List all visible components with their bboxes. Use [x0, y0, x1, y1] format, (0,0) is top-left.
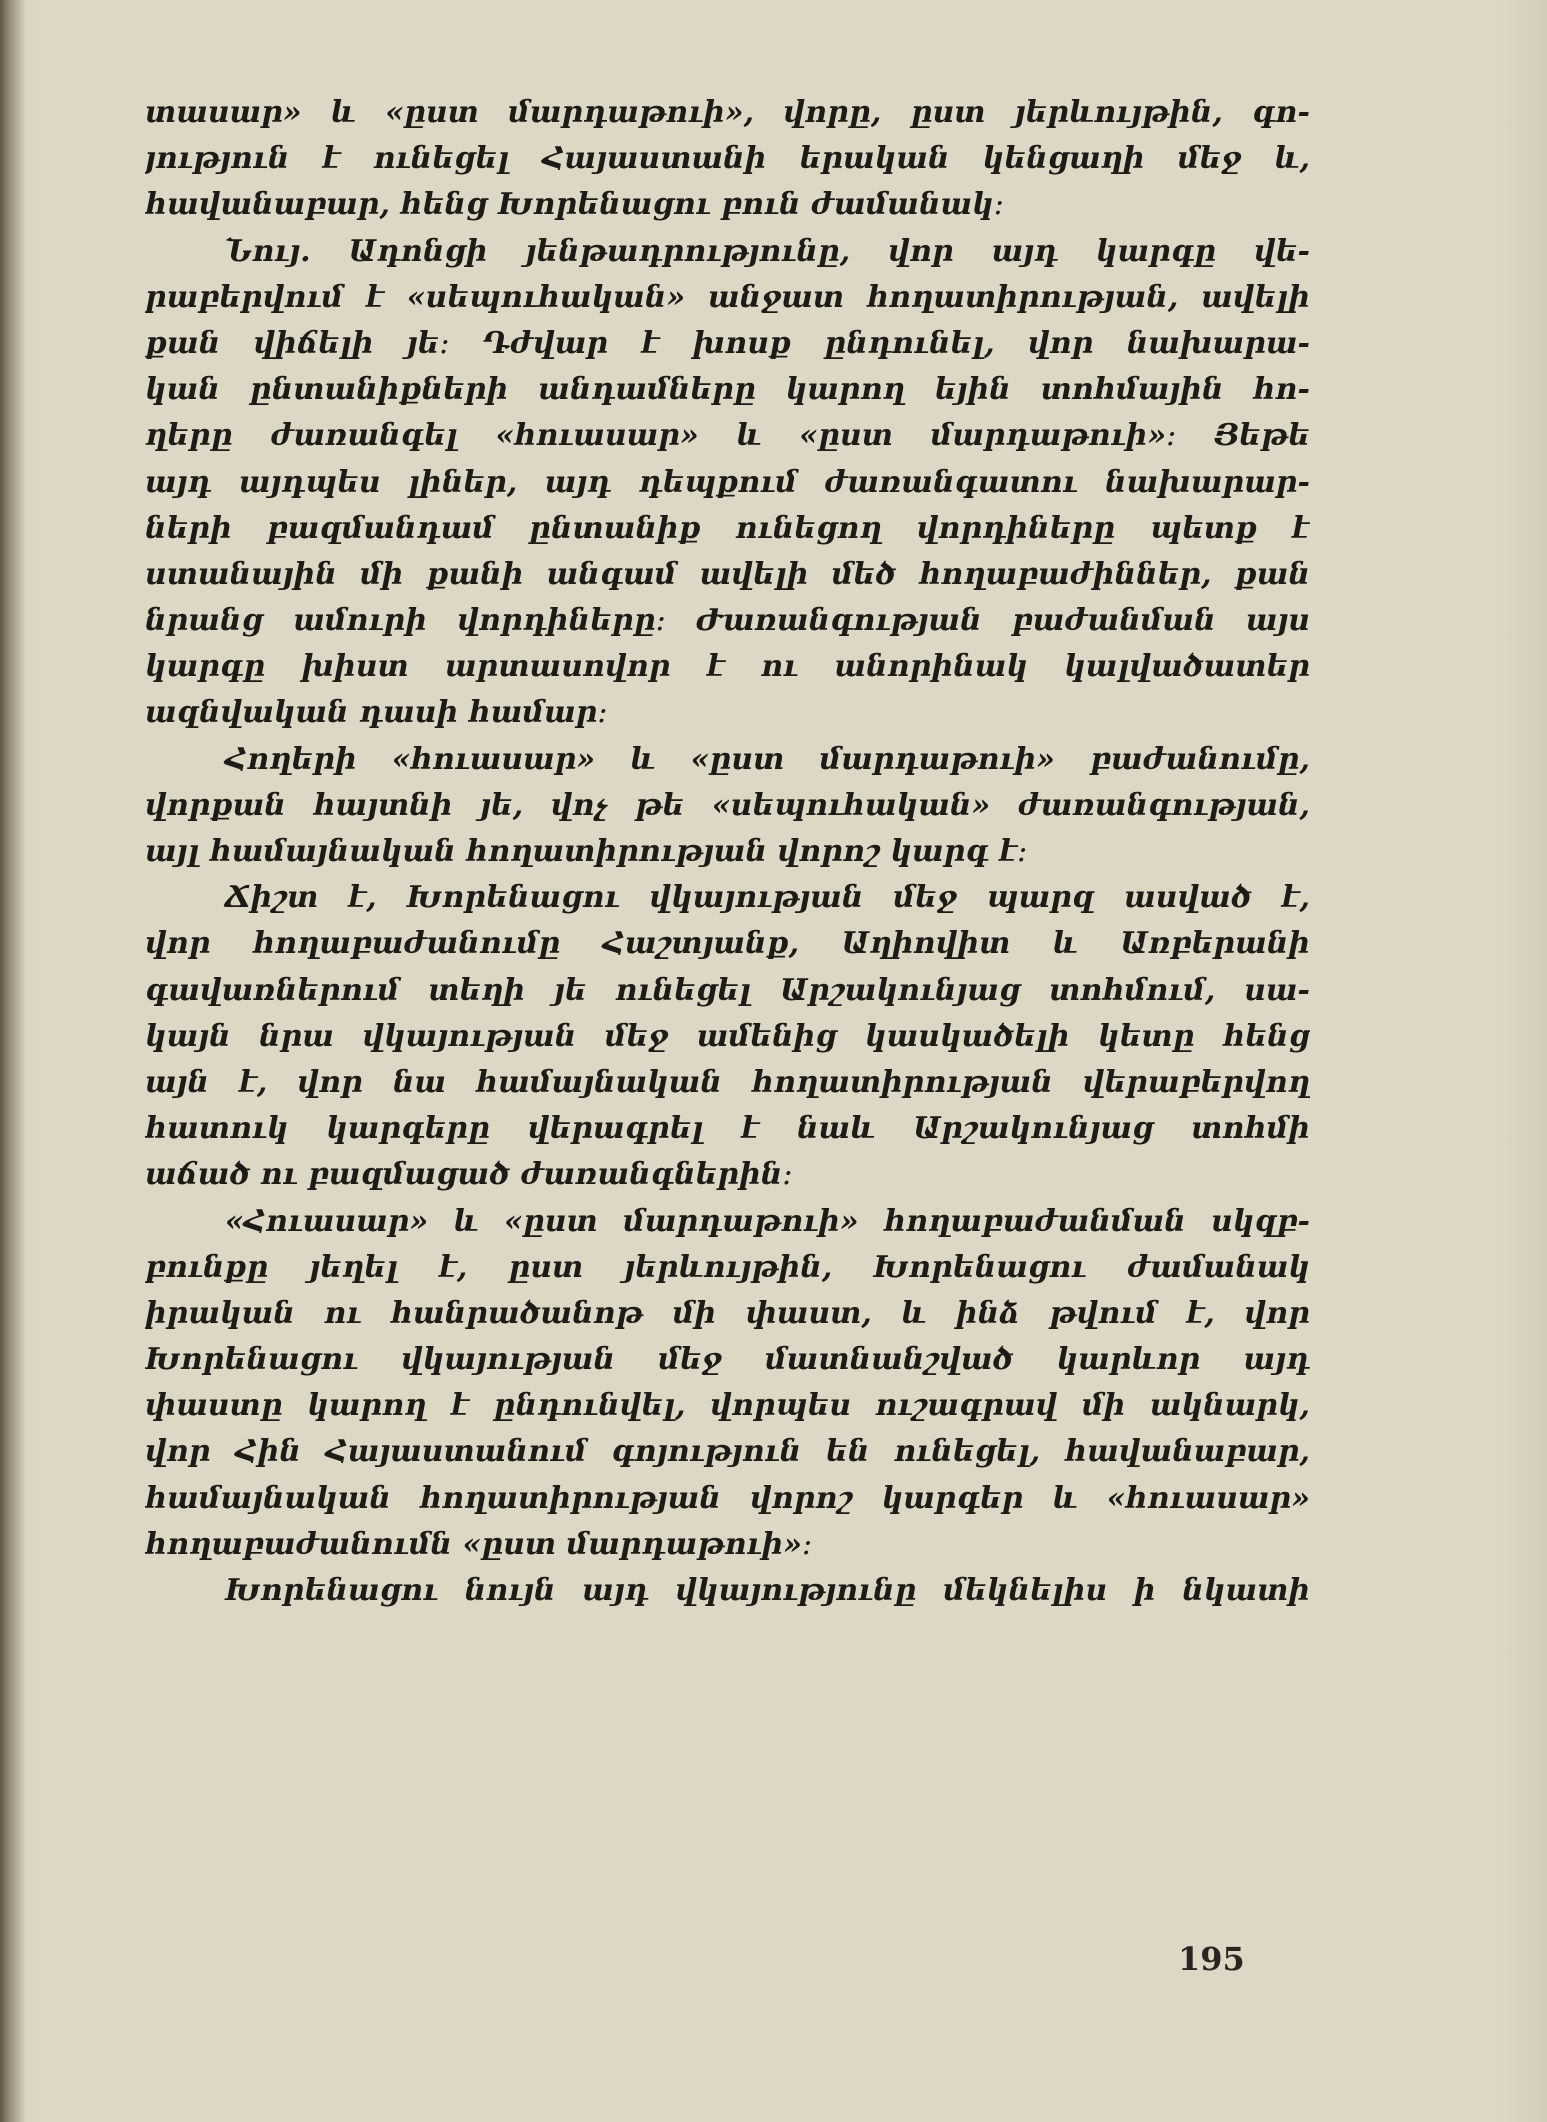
- text-line: ազնվական դասի համար։: [145, 695, 608, 731]
- text-line: այն է, վոր նա համայնական հողատիրության վերաբերվող: [145, 1064, 1310, 1100]
- text-line: Նույ. Ադոնցի յենթադրությունը, վոր այդ կարգը վե-: [225, 233, 1310, 269]
- text-line: տասար» և «ըստ մարդաթուի», վորը, ըստ յերևույթին, գո-: [145, 95, 1310, 130]
- text-line: վոր Հին Հայաստանում գոյություն են ունեցել, հավանաբար,: [145, 1434, 1310, 1470]
- text-line: Խորենացու նույն այդ վկայությունը մեկնելիս ի նկատի: [225, 1573, 1310, 1608]
- text-line: Հողերի «հուասար» և «ըստ մարդաթուի» բաժանումը,: [225, 741, 1310, 777]
- text-line: կայն նրա վկայության մեջ ամենից կասկածելի կետը հենց: [145, 1018, 1310, 1054]
- text-line: այդ այդպես լիներ, այդ դեպքում ժառանգատու նախարար-: [145, 464, 1310, 500]
- text-line: Խորենացու վկայության մեջ մատնանշված կարևոր այդ: [145, 1342, 1310, 1378]
- text-line: ստանային մի քանի անգամ ավելի մեծ հողաբաժիններ, քան: [145, 556, 1310, 592]
- text-line: ների բազմանդամ ընտանիք ունեցող վորդիները պետք է: [145, 510, 1310, 546]
- page-number: 195: [1178, 1940, 1245, 1978]
- text-line: րաբերվում է «սեպուհական» անջատ հողատիրության, ավելի: [145, 279, 1310, 315]
- text-line: համայնական հողատիրության վորոշ կարգեր և «հուասար»: [145, 1480, 1310, 1516]
- text-line: հողաբաժանումն «ըստ մարդաթուի»։: [145, 1526, 813, 1562]
- body-text: [145, 90, 1310, 1614]
- text-line: վոր հողաբաժանումը Հաշտյանք, Աղիովիտ և Առբերանի: [145, 926, 1310, 962]
- text-line: նրանց ամուրի վորդիները։ Ժառանգության բաժանման այս: [145, 603, 1310, 639]
- text-line: գավառներում տեղի յե ունեցել Արշակունյաց տոհմում, սա-: [145, 972, 1310, 1008]
- text-line: աճած ու բազմացած ժառանգներին։: [145, 1157, 793, 1193]
- text-line: վորքան հայտնի յե, վոչ թե «սեպուհական» ժառանգության,: [145, 787, 1310, 823]
- text-line: կարգը խիստ արտասովոր է ու անորինակ կալվածատեր: [145, 649, 1310, 685]
- text-line: կան ընտանիքների անդամները կարող եյին տոհմային հո-: [145, 372, 1310, 408]
- text-line: այլ համայնական հողատիրության վորոշ կարգ է։: [145, 834, 1028, 869]
- text-line: ղերը ժառանգել «հուասար» և «ըստ մարդաթուի»։ Յեթե: [145, 418, 1310, 454]
- text-line: փաստը կարող է ընդունվել, վորպես ուշագրավ մի ակնարկ,: [145, 1388, 1310, 1424]
- text-line: Ճիշտ է, Խորենացու վկայության մեջ պարզ ասված է,: [225, 880, 1310, 916]
- text-line: հավանաբար, հենց Խորենացու բուն ժամանակ։: [145, 187, 1004, 223]
- text-line: քան վիճելի յե։ Դժվար է խոսք ընդունել, վոր նախարա-: [145, 325, 1310, 361]
- text-line: հատուկ կարգերը վերագրել է նաև Արշակունյաց տոհմի: [145, 1111, 1310, 1147]
- text-line: իրական ու հանրածանոթ մի փաստ, և ինձ թվում է, վոր: [145, 1295, 1310, 1331]
- page-binding-shadow: [0, 0, 26, 2122]
- text-line: «Հուասար» և «ըստ մարդաթուի» հողաբաժանման սկզբ-: [225, 1203, 1310, 1239]
- text-line: յություն է ունեցել Հայաստանի երական կենցաղի մեջ և,: [145, 141, 1310, 177]
- text-line: բունքը յեղել է, ըստ յերևույթին, Խորենացու ժամանակ: [145, 1249, 1310, 1285]
